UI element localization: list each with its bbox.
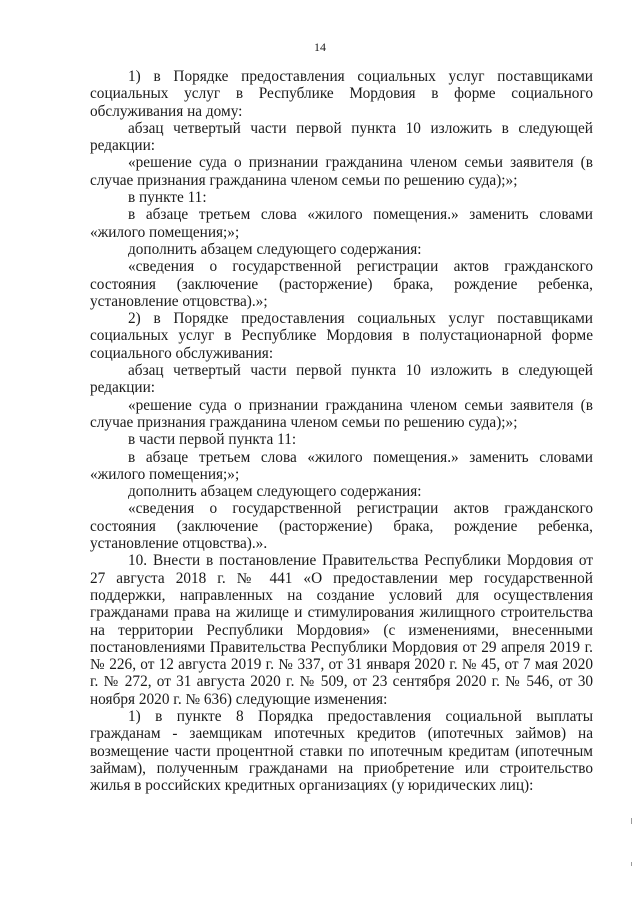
scan-edge-mark — [631, 818, 632, 824]
paragraph: 2) в Порядке предоставления социальных услуг поставщиками социальных услуг в Республике Мордовия в полустационарной форме социального обслуживания: — [90, 310, 593, 362]
paragraph: 1) в Порядке предоставления социальных услуг поставщиками социальных услуг в Республике Мордовия в форме социального обслуживания на дому: — [90, 68, 593, 120]
paragraph: в части первой пункта 11: — [128, 431, 297, 449]
paragraph: дополнить абзацем следующего содержания: — [128, 483, 422, 501]
paragraph: дополнить абзацем следующего содержания: — [128, 240, 422, 258]
paragraph: «сведения о государственной регистрации актов гражданского состояния (заключение (расторжение) брака, рождение ребенка, установление отцовства).»; — [90, 258, 593, 310]
paragraph: «решение суда о признании гражданина членом семьи заявителя (в случае признания гражданина членом семьи по решению суда);»; — [90, 154, 593, 189]
paragraph: «сведения о государственной регистрации актов гражданского состояния (заключение (расторжение) брака, рождение ребенка, установление отцовства).». — [90, 500, 593, 553]
paragraph: 10. Внести в постановление Правительства Республики Мордовия от 27 августа 2018 г. № 441 «О предоставлении мер государственной поддержки, направленных на создание условий для осуществления гражданами права на жилище и стимулирования жилищного строительства на территории Республики Мордовия» (с изменениями, внесенными постановлениями Правительства Республики Мордовия от 29 апреля 2019 г. № 226, от 12 августа 2019 г. № 337, от 31 января 2020 г. № 45, от 7 мая 2020 г. № 272, от 31 августа 2020 г. № 509, от 23 сентября 2020 г. № 546, от 30 ноября 2020 г. № 636) следующие изменения: — [90, 552, 593, 708]
paragraph: в пункте 11: — [128, 189, 207, 207]
scan-edge-mark — [631, 862, 632, 866]
paragraph: в абзаце третьем слова «жилого помещения.» заменить словами «жилого помещения;»; — [90, 448, 593, 483]
document-body — [90, 68, 593, 794]
paragraph: 1) в пункте 8 Порядка предоставления социальной выплаты гражданам - заемщикам ипотечных кредитов (ипотечных займов) на возмещение части процентной ставки по ипотечным кредитам (ипотечным займам), полученным гражданами на приобретение или строительство жилья в российских кредитных организациях (у юридических лиц): — [90, 707, 593, 795]
page-number: 14 — [314, 40, 326, 54]
paragraph: абзац четвертый части первой пункта 10 изложить в следующей редакции: — [90, 362, 593, 397]
paragraph: абзац четвертый части первой пункта 10 изложить в следующей редакции: — [90, 119, 593, 155]
paragraph: «решение суда о признании гражданина членом семьи заявителя (в случае признания гражданина членом семьи по решению суда);»; — [90, 396, 593, 431]
paragraph: в абзаце третьем слова «жилого помещения.» заменить словами «жилого помещения;»; — [90, 206, 593, 241]
